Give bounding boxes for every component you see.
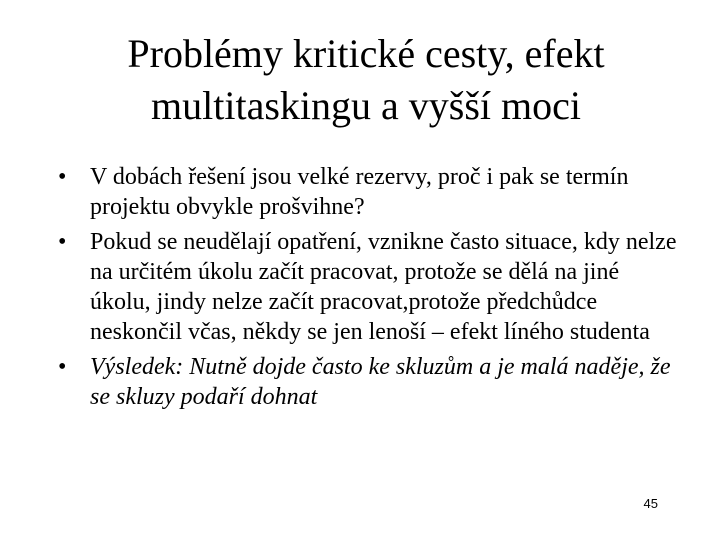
bullet-item-3 — [58, 352, 678, 412]
slide-title-line-2: multitaskingu a vyšší moci — [151, 83, 581, 128]
bullet-item-2 — [58, 227, 678, 347]
slide-title — [60, 28, 672, 132]
bullet-dot-icon: • — [58, 229, 67, 255]
bullet-list — [58, 162, 678, 417]
bullet-text: V dobách řešení jsou velké rezervy, proč i pak se termín projektu obvykle prošvihne? — [90, 164, 629, 220]
slide-title-line-1: Problémy kritické cesty, efekt — [127, 31, 605, 76]
bullet-dot-icon: • — [58, 354, 67, 380]
slide-number: 45 — [643, 496, 658, 511]
bullet-text: Pokud se neudělají opatření, vznikne často situace, kdy nelze na určitém úkolu začít pracovat, protože se dělá na jiné úkolu, jindy nelze začít pracovat,protože předchůdce neskončil včas, někdy se jen lenoší – efekt líného studenta — [90, 229, 677, 345]
bullet-text: Výsledek: Nutně dojde často ke skluzům a je malá naděje, že se skluzy podaří dohnat — [90, 354, 671, 410]
bullet-item-1 — [58, 162, 678, 222]
bullet-dot-icon: • — [58, 164, 67, 190]
